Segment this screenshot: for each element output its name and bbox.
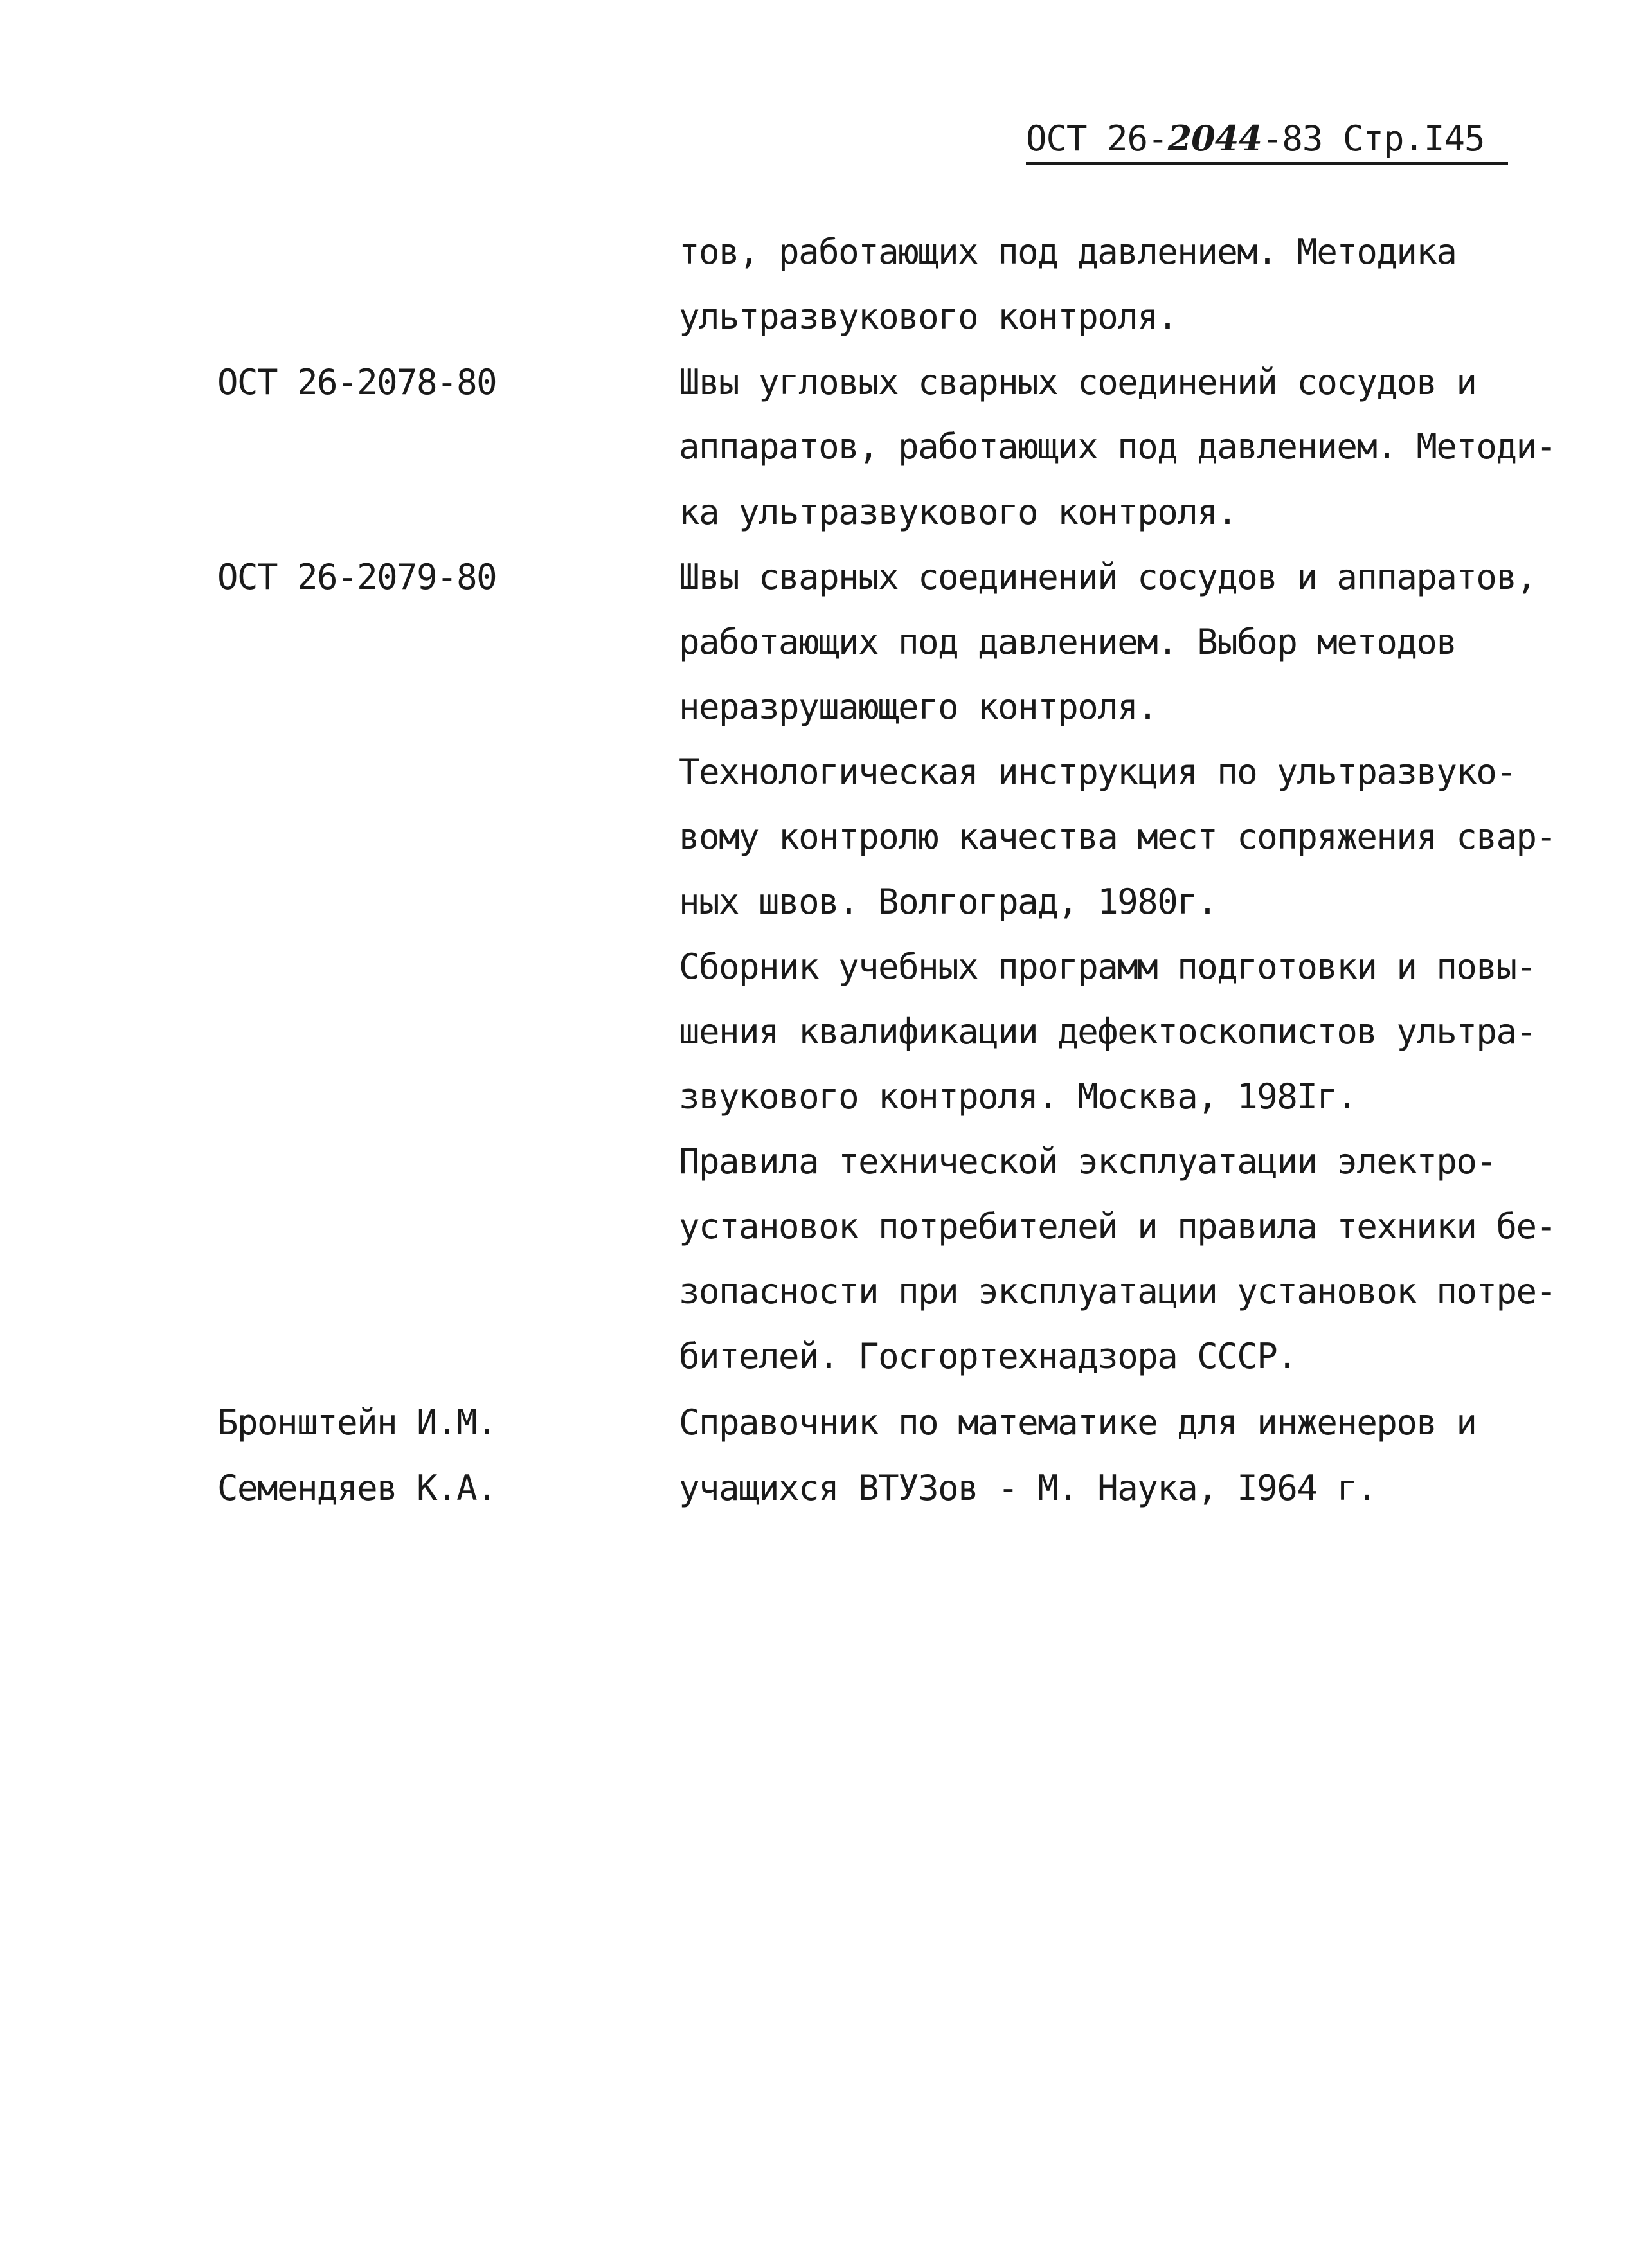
reference-text-line: Швы угловых сварных соединений сосудов и xyxy=(679,362,1477,402)
header-prefix: ОСТ 26- xyxy=(1026,118,1168,159)
reference-text-line: Швы сварных соединений сосудов и аппаратов, xyxy=(679,557,1536,597)
reference-text-line: звукового контроля. Москва, 198Iг. xyxy=(679,1076,1357,1117)
reference-text-line: ультразвукового контроля. xyxy=(679,296,1178,337)
reference-text-line: учащихся ВТУЗов - М. Наука, I964 г. xyxy=(679,1468,1377,1508)
reference-text-line: Справочник по математике для инженеров и xyxy=(679,1402,1477,1443)
reference-text-line: работающих под давлением. Выбор методов xyxy=(679,622,1457,662)
reference-code: ОСТ 26-2078-80 xyxy=(217,362,497,402)
reference-text-line: вому контролю качества мест сопряжения свар- xyxy=(679,817,1556,857)
reference-text-line: Правила технической эксплуатации электро- xyxy=(679,1141,1496,1182)
reference-text-line: аппаратов, работающих под давлением. Методи- xyxy=(679,426,1556,467)
reference-text-line: тов, работающих под давлением. Методика xyxy=(679,231,1457,272)
reference-text-line: неразрушающего контроля. xyxy=(679,687,1158,727)
reference-text-line: установок потребителей и правила техники бе- xyxy=(679,1206,1556,1247)
reference-text-line: зопасности при эксплуатации установок потре- xyxy=(679,1271,1556,1312)
reference-code: ОСТ 26-2079-80 xyxy=(217,557,497,597)
reference-text-line: ка ультразвукового контроля. xyxy=(679,492,1237,532)
reference-text-line: шения квалификации дефектоскопистов ультра- xyxy=(679,1011,1536,1052)
page-header xyxy=(1026,114,1508,165)
reference-text-line: ных швов. Волгоград, 1980г. xyxy=(679,881,1217,922)
reference-author: Бронштейн И.М. xyxy=(217,1402,497,1443)
reference-author: Семендяев К.А. xyxy=(217,1468,497,1508)
header-handwritten-number: 2044 xyxy=(1167,118,1262,159)
header-suffix: -83 Стр.I45 xyxy=(1261,118,1485,159)
reference-text-line: бителей. Госгортехнадзора СССР. xyxy=(679,1336,1297,1376)
reference-text-line: Технологическая инструкция по ультразвуко- xyxy=(679,752,1516,792)
reference-text-line: Сборник учебных программ подготовки и повы- xyxy=(679,946,1536,987)
